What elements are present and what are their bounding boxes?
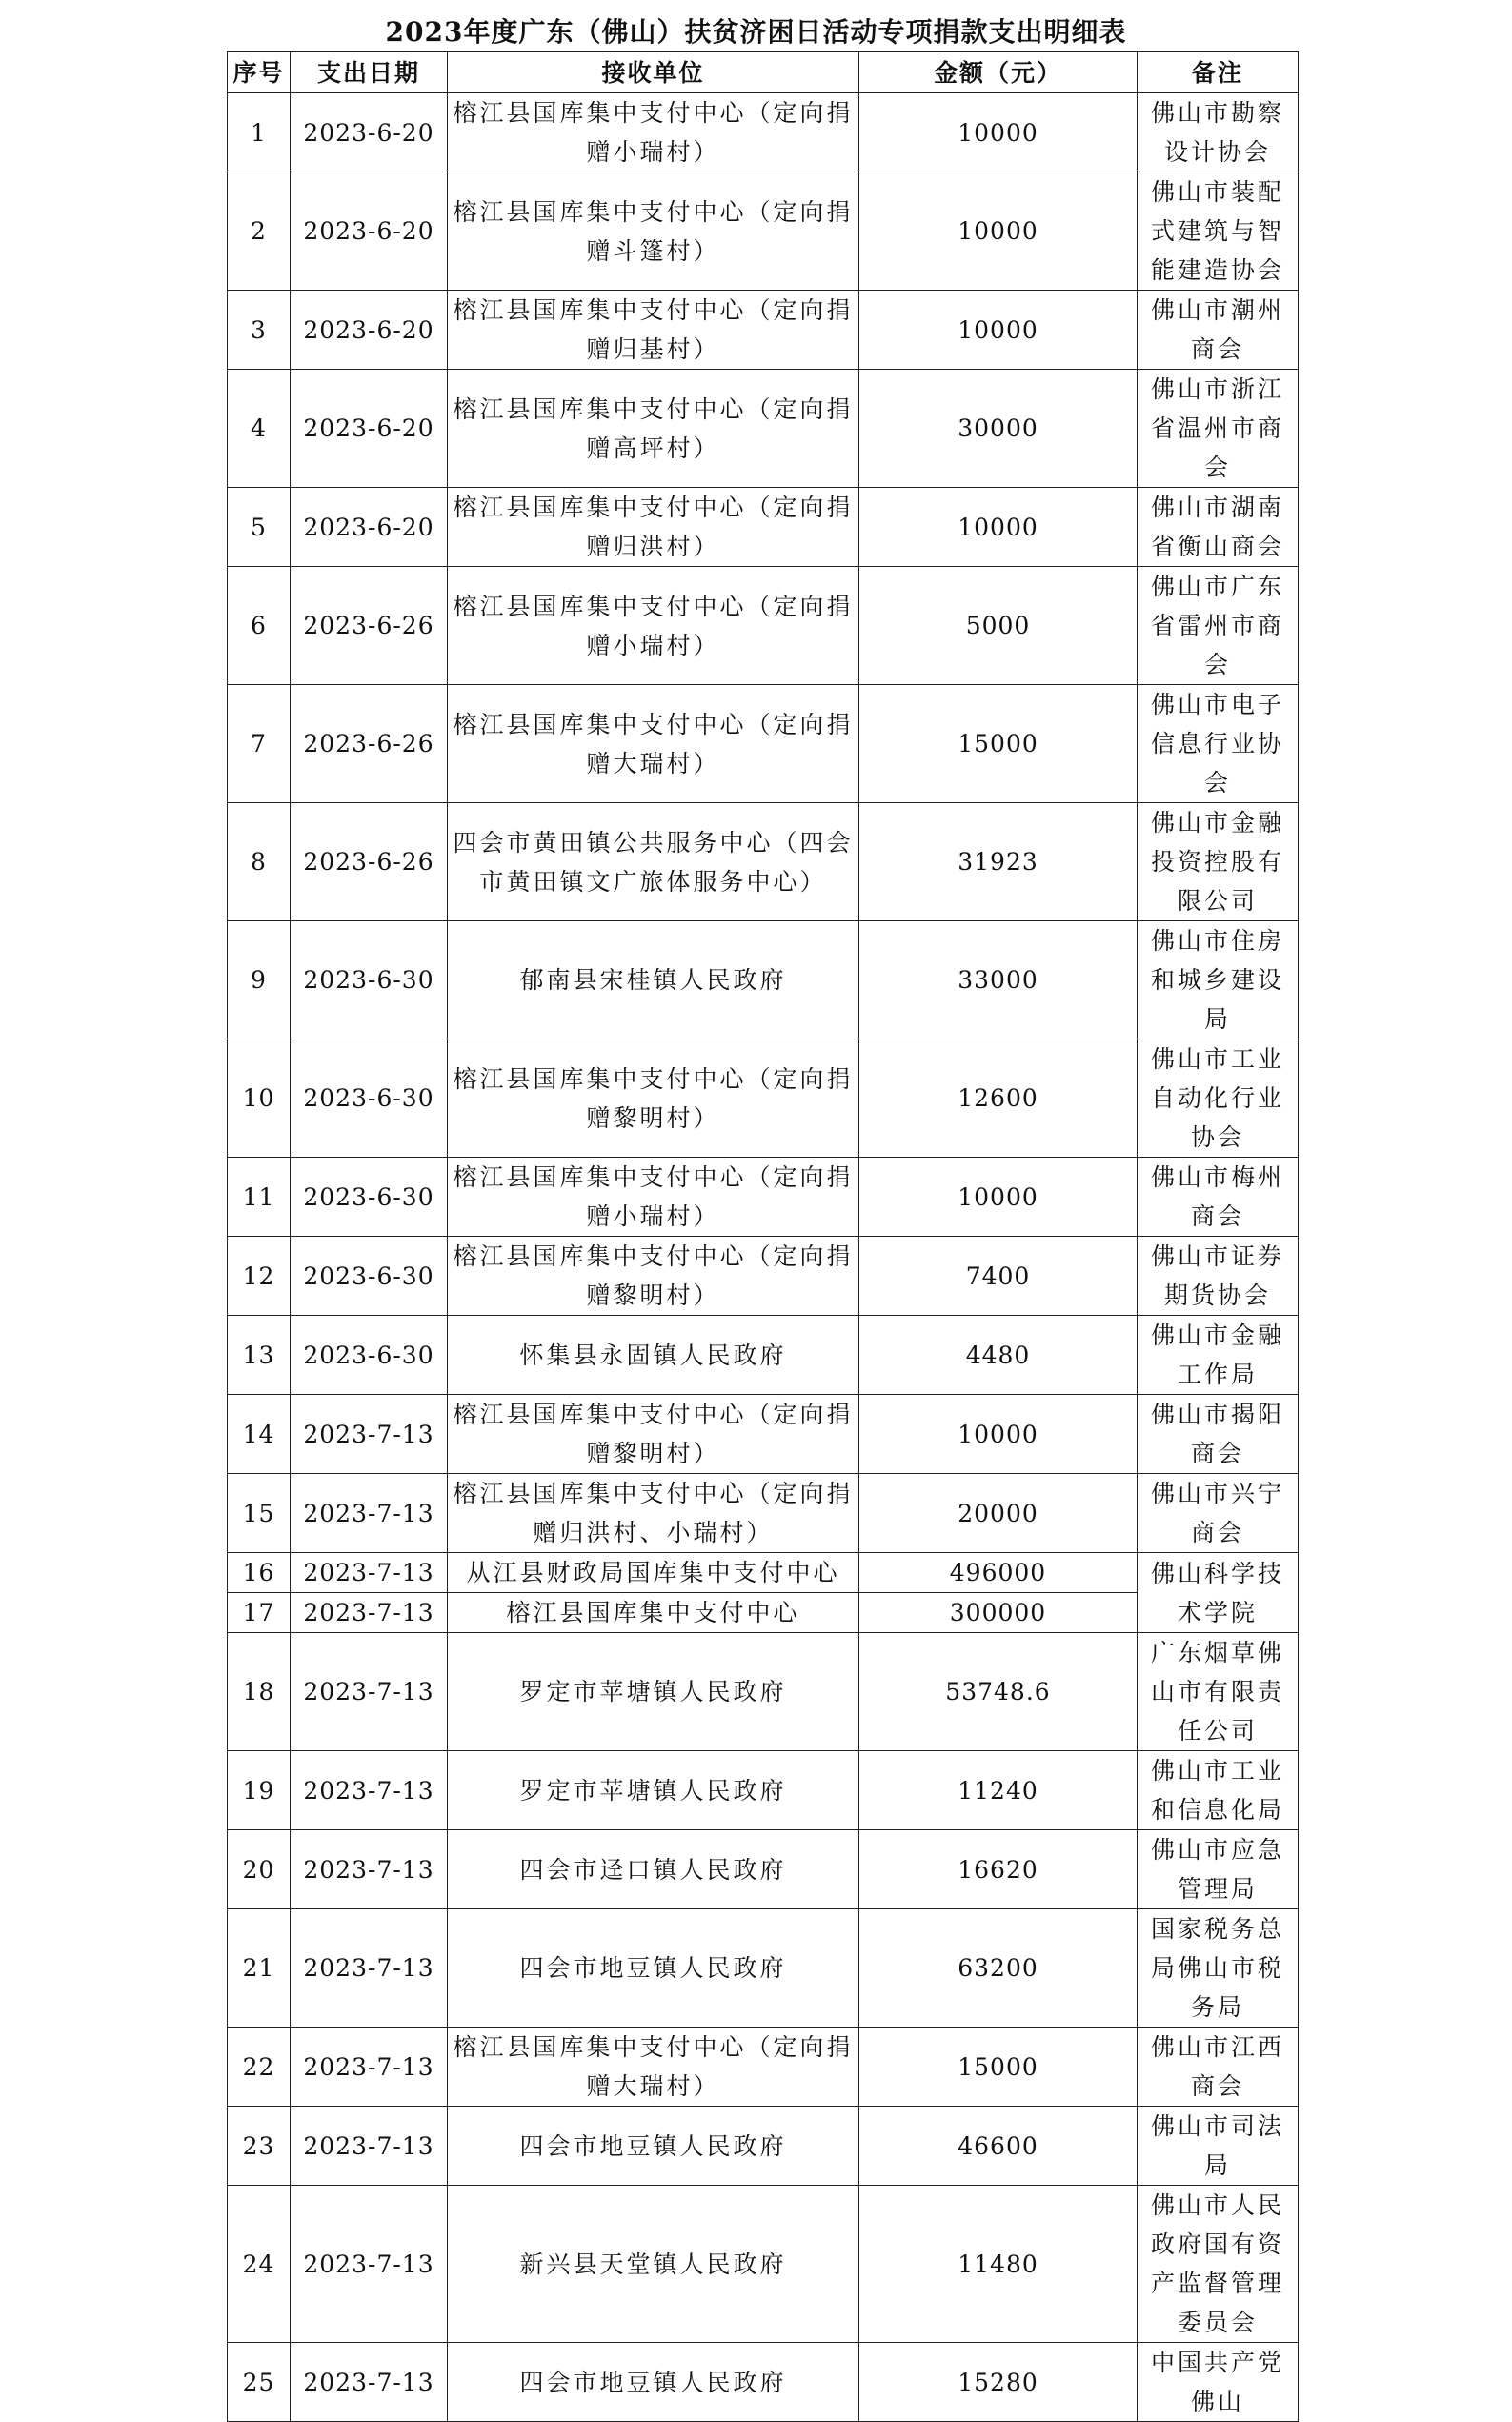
row-no: 4 — [228, 370, 291, 488]
table-row — [228, 921, 1299, 1039]
row-no: 14 — [228, 1395, 291, 1474]
table-row — [228, 2107, 1299, 2186]
row-note: 佛山市广东省雷州市商会 — [1138, 567, 1299, 685]
row-note: 佛山市湖南省衡山商会 — [1138, 488, 1299, 567]
row-amount: 300000 — [859, 1593, 1138, 1633]
row-recipient: 榕江县国库集中支付中心（定向捐赠小瑞村） — [448, 567, 859, 685]
row-recipient: 从江县财政局国库集中支付中心 — [448, 1553, 859, 1593]
row-amount: 30000 — [859, 370, 1138, 488]
row-date: 2023-7-13 — [291, 1830, 448, 1909]
row-note: 佛山市金融投资控股有限公司 — [1138, 803, 1299, 921]
row-amount: 16620 — [859, 1830, 1138, 1909]
row-note: 佛山市浙江省温州市商会 — [1138, 370, 1299, 488]
table-row — [228, 1553, 1299, 1593]
row-date: 2023-7-13 — [291, 2186, 448, 2343]
row-date: 2023-6-20 — [291, 291, 448, 370]
table-row — [228, 2343, 1299, 2422]
row-no: 15 — [228, 1474, 291, 1553]
row-recipient: 榕江县国库集中支付中心（定向捐赠大瑞村） — [448, 2028, 859, 2107]
row-date: 2023-7-13 — [291, 1474, 448, 1553]
row-no: 19 — [228, 1751, 291, 1830]
table-row — [228, 1633, 1299, 1751]
row-amount: 5000 — [859, 567, 1138, 685]
row-note: 佛山市装配式建筑与智能建造协会 — [1138, 172, 1299, 291]
row-date: 2023-6-30 — [291, 921, 448, 1039]
row-amount: 10000 — [859, 1158, 1138, 1237]
row-date: 2023-6-20 — [291, 93, 448, 172]
row-date: 2023-6-30 — [291, 1237, 448, 1316]
row-note: 佛山市梅州商会 — [1138, 1158, 1299, 1237]
row-no: 25 — [228, 2343, 291, 2422]
table-row — [228, 567, 1299, 685]
row-date: 2023-7-13 — [291, 1909, 448, 2028]
row-amount: 11240 — [859, 1751, 1138, 1830]
row-note: 佛山市勘察设计协会 — [1138, 93, 1299, 172]
page-title: 2023年度广东（佛山）扶贫济困日活动专项捐款支出明细表 — [385, 16, 1127, 48]
row-recipient: 郁南县宋桂镇人民政府 — [448, 921, 859, 1039]
header-date: 支出日期 — [291, 52, 448, 93]
row-note: 佛山市揭阳商会 — [1138, 1395, 1299, 1474]
row-amount: 33000 — [859, 921, 1138, 1039]
row-date: 2023-6-26 — [291, 803, 448, 921]
row-recipient: 新兴县天堂镇人民政府 — [448, 2186, 859, 2343]
table-row — [228, 1830, 1299, 1909]
table-row — [228, 1158, 1299, 1237]
row-amount: 11480 — [859, 2186, 1138, 2343]
table-row — [228, 803, 1299, 921]
row-recipient: 四会市地豆镇人民政府 — [448, 1909, 859, 2028]
row-date: 2023-7-13 — [291, 1553, 448, 1593]
row-no: 13 — [228, 1316, 291, 1395]
row-no: 20 — [228, 1830, 291, 1909]
table-row — [228, 488, 1299, 567]
row-date: 2023-7-13 — [291, 2107, 448, 2186]
row-date: 2023-7-13 — [291, 1633, 448, 1751]
row-note: 佛山科学技术学院 — [1138, 1553, 1299, 1633]
row-no: 8 — [228, 803, 291, 921]
row-recipient: 榕江县国库集中支付中心（定向捐赠黎明村） — [448, 1395, 859, 1474]
row-note: 佛山市工业自动化行业协会 — [1138, 1039, 1299, 1158]
row-no: 23 — [228, 2107, 291, 2186]
row-amount: 7400 — [859, 1237, 1138, 1316]
row-no: 5 — [228, 488, 291, 567]
row-date: 2023-7-13 — [291, 2028, 448, 2107]
row-no: 16 — [228, 1553, 291, 1593]
row-amount: 46600 — [859, 2107, 1138, 2186]
row-date: 2023-6-26 — [291, 567, 448, 685]
row-note: 佛山市江西商会 — [1138, 2028, 1299, 2107]
row-amount: 496000 — [859, 1553, 1138, 1593]
table-row — [228, 93, 1299, 172]
row-recipient: 四会市地豆镇人民政府 — [448, 2343, 859, 2422]
row-recipient: 罗定市苹塘镇人民政府 — [448, 1751, 859, 1830]
row-amount: 31923 — [859, 803, 1138, 921]
row-recipient: 榕江县国库集中支付中心（定向捐赠高坪村） — [448, 370, 859, 488]
table-header-row — [228, 52, 1299, 93]
row-date: 2023-6-20 — [291, 370, 448, 488]
row-no: 7 — [228, 685, 291, 803]
row-note: 佛山市潮州商会 — [1138, 291, 1299, 370]
row-date: 2023-6-20 — [291, 172, 448, 291]
row-amount: 63200 — [859, 1909, 1138, 2028]
row-recipient: 榕江县国库集中支付中心（定向捐赠归洪村、小瑞村） — [448, 1474, 859, 1553]
row-date: 2023-7-13 — [291, 1395, 448, 1474]
row-no: 11 — [228, 1158, 291, 1237]
row-no: 12 — [228, 1237, 291, 1316]
row-note: 佛山市人民政府国有资产监督管理委员会 — [1138, 2186, 1299, 2343]
row-no: 9 — [228, 921, 291, 1039]
row-date: 2023-6-30 — [291, 1039, 448, 1158]
row-amount: 10000 — [859, 1395, 1138, 1474]
row-recipient: 罗定市苹塘镇人民政府 — [448, 1633, 859, 1751]
row-amount: 4480 — [859, 1316, 1138, 1395]
row-note: 佛山市司法局 — [1138, 2107, 1299, 2186]
donation-table — [227, 51, 1299, 2422]
row-recipient: 榕江县国库集中支付中心（定向捐赠归基村） — [448, 291, 859, 370]
header-amount: 金额（元） — [859, 52, 1138, 93]
table-row — [228, 1237, 1299, 1316]
row-amount: 10000 — [859, 93, 1138, 172]
table-row — [228, 370, 1299, 488]
table-row — [228, 2186, 1299, 2343]
row-amount: 10000 — [859, 488, 1138, 567]
row-amount: 15000 — [859, 2028, 1138, 2107]
row-amount: 15280 — [859, 2343, 1138, 2422]
row-no: 1 — [228, 93, 291, 172]
header-note: 备注 — [1138, 52, 1299, 93]
table-row — [228, 1395, 1299, 1474]
row-recipient: 榕江县国库集中支付中心（定向捐赠黎明村） — [448, 1039, 859, 1158]
row-recipient: 榕江县国库集中支付中心（定向捐赠斗篷村） — [448, 172, 859, 291]
table-row — [228, 172, 1299, 291]
row-amount: 53748.6 — [859, 1633, 1138, 1751]
row-recipient: 榕江县国库集中支付中心（定向捐赠黎明村） — [448, 1237, 859, 1316]
row-date: 2023-6-20 — [291, 488, 448, 567]
table-row — [228, 1039, 1299, 1158]
table-row — [228, 1751, 1299, 1830]
row-no: 10 — [228, 1039, 291, 1158]
row-no: 2 — [228, 172, 291, 291]
row-amount: 15000 — [859, 685, 1138, 803]
row-date: 2023-7-13 — [291, 2343, 448, 2422]
row-note: 佛山市应急管理局 — [1138, 1830, 1299, 1909]
row-note: 佛山市金融工作局 — [1138, 1316, 1299, 1395]
row-no: 24 — [228, 2186, 291, 2343]
table-row — [228, 1316, 1299, 1395]
row-note: 佛山市兴宁商会 — [1138, 1474, 1299, 1553]
row-no: 18 — [228, 1633, 291, 1751]
row-no: 17 — [228, 1593, 291, 1633]
row-recipient: 四会市地豆镇人民政府 — [448, 2107, 859, 2186]
row-note: 佛山市电子信息行业协会 — [1138, 685, 1299, 803]
row-recipient: 榕江县国库集中支付中心（定向捐赠小瑞村） — [448, 1158, 859, 1237]
row-amount: 20000 — [859, 1474, 1138, 1553]
row-amount: 10000 — [859, 172, 1138, 291]
row-no: 22 — [228, 2028, 291, 2107]
row-note: 广东烟草佛山市有限责任公司 — [1138, 1633, 1299, 1751]
table-row — [228, 685, 1299, 803]
row-note: 国家税务总局佛山市税务局 — [1138, 1909, 1299, 2028]
header-recipient: 接收单位 — [448, 52, 859, 93]
row-amount: 10000 — [859, 291, 1138, 370]
row-amount: 12600 — [859, 1039, 1138, 1158]
row-date: 2023-7-13 — [291, 1751, 448, 1830]
row-recipient: 怀集县永固镇人民政府 — [448, 1316, 859, 1395]
row-recipient: 榕江县国库集中支付中心 — [448, 1593, 859, 1633]
row-date: 2023-6-30 — [291, 1158, 448, 1237]
table-row — [228, 1909, 1299, 2028]
row-note: 中国共产党佛山 — [1138, 2343, 1299, 2422]
row-note: 佛山市证券期货协会 — [1138, 1237, 1299, 1316]
table-row — [228, 291, 1299, 370]
table-row — [228, 2028, 1299, 2107]
row-date: 2023-6-30 — [291, 1316, 448, 1395]
row-no: 21 — [228, 1909, 291, 2028]
row-date: 2023-7-13 — [291, 1593, 448, 1633]
row-date: 2023-6-26 — [291, 685, 448, 803]
row-recipient: 榕江县国库集中支付中心（定向捐赠归洪村） — [448, 488, 859, 567]
row-recipient: 榕江县国库集中支付中心（定向捐赠大瑞村） — [448, 685, 859, 803]
row-recipient: 四会市黄田镇公共服务中心（四会市黄田镇文广旅体服务中心） — [448, 803, 859, 921]
row-recipient: 榕江县国库集中支付中心（定向捐赠小瑞村） — [448, 93, 859, 172]
row-no: 6 — [228, 567, 291, 685]
row-no: 3 — [228, 291, 291, 370]
header-no: 序号 — [228, 52, 291, 93]
row-note: 佛山市工业和信息化局 — [1138, 1751, 1299, 1830]
table-row — [228, 1474, 1299, 1553]
row-recipient: 四会市迳口镇人民政府 — [448, 1830, 859, 1909]
row-note: 佛山市住房和城乡建设局 — [1138, 921, 1299, 1039]
